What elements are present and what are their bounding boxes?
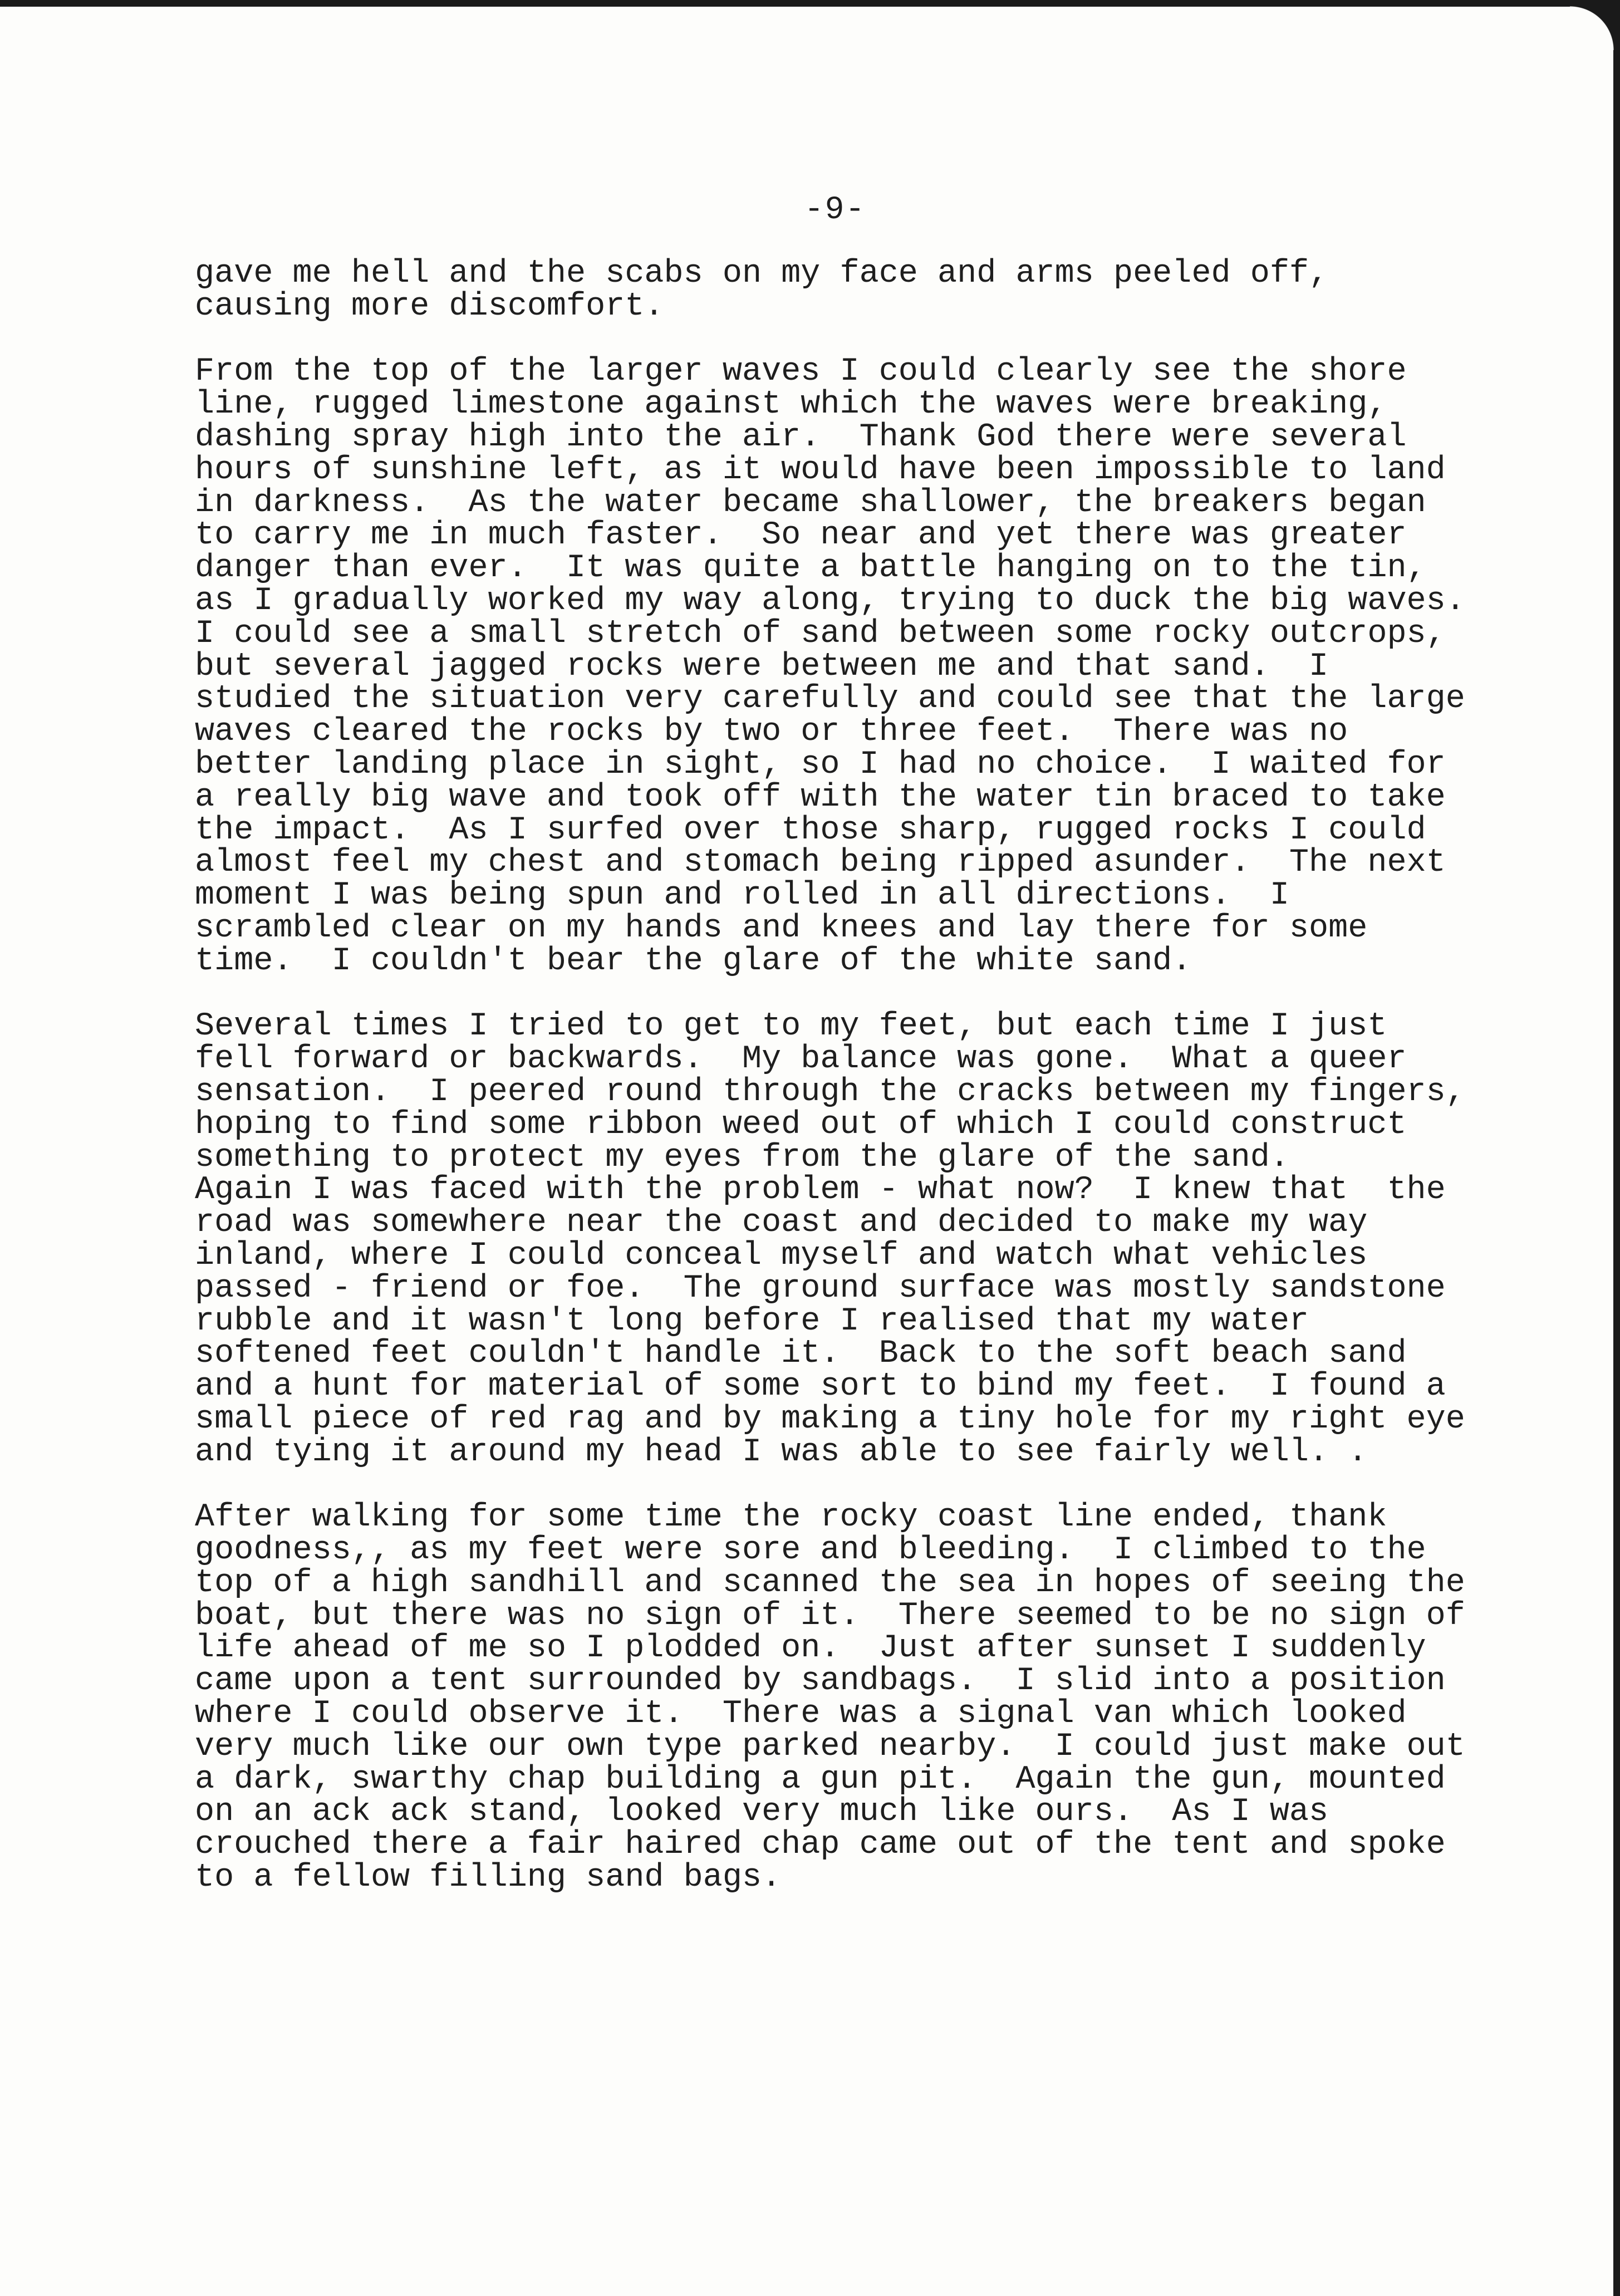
text-line: time. I couldn't bear the glare of the white sand. xyxy=(195,941,1192,979)
text-line: danger than ever. It was quite a battle hanging on to the tin, xyxy=(195,549,1426,587)
paragraph xyxy=(195,352,1531,979)
text-line: causing more discomfort. xyxy=(195,287,664,325)
text-line: on an ack ack stand, looked very much like ours. As I was xyxy=(195,1793,1329,1831)
text-line: goodness,, as my feet were sore and bleeding. I climbed to the xyxy=(195,1531,1426,1569)
text-line: I could see a small stretch of sand between some rocky outcrops, xyxy=(195,614,1446,652)
text-line: passed - friend or foe. The ground surface was mostly sandstone xyxy=(195,1269,1446,1307)
page-number: -9- xyxy=(804,192,866,228)
text-line: small piece of red rag and by making a tiny hole for my right eye xyxy=(195,1400,1465,1438)
text-line: a dark, swarthy chap building a gun pit. Again the gun, mounted xyxy=(195,1760,1446,1798)
text-line: almost feel my chest and stomach being ripped asunder. The next xyxy=(195,843,1446,881)
text-line: very much like our own type parked nearby. I could just make out xyxy=(195,1727,1465,1765)
text-line: After walking for some time the rocky coast line ended, thank xyxy=(195,1498,1387,1536)
text-line: softened feet couldn't handle it. Back to the soft beach sand xyxy=(195,1335,1407,1372)
text-line: as I gradually worked my way along, trying to duck the big waves. xyxy=(195,581,1465,619)
text-line: rubble and it wasn't long before I realised that my water xyxy=(195,1302,1309,1340)
text-line: to a fellow filling sand bags. xyxy=(195,1858,782,1896)
text-line: From the top of the larger waves I could clearly see the shore xyxy=(195,352,1407,390)
text-line: to carry me in much faster. So near and yet there was greater xyxy=(195,516,1407,554)
text-line: fell forward or backwards. My balance was gone. What a queer xyxy=(195,1040,1407,1078)
text-line: sensation. I peered round through the cracks between my fingers, xyxy=(195,1072,1465,1110)
text-line: studied the situation very carefully and could see that the large xyxy=(195,680,1465,718)
text-line: hours of sunshine left, as it would have been impossible to land xyxy=(195,450,1446,488)
body-text xyxy=(195,254,1531,1927)
text-line: crouched there a fair haired chap came out of the tent and spoke xyxy=(195,1826,1446,1863)
text-line: waves cleared the rocks by two or three feet. There was no xyxy=(195,713,1348,750)
text-line: life ahead of me so I plodded on. Just after sunset I suddenly xyxy=(195,1629,1426,1667)
text-line: dashing spray high into the air. Thank God there were several xyxy=(195,418,1407,455)
paragraph xyxy=(195,1498,1531,1896)
paragraph xyxy=(195,1007,1531,1470)
text-line: better landing place in sight, so I had no choice. I waited for xyxy=(195,745,1446,783)
text-line: gave me hell and the scabs on my face and arms peeled off, xyxy=(195,254,1329,292)
text-line: line, rugged limestone against which the waves were breaking, xyxy=(195,385,1387,423)
text-line: in darkness. As the water became shallower, the breakers began xyxy=(195,483,1426,521)
text-line: the impact. As I surfed over those sharp, rugged rocks I could xyxy=(195,811,1426,848)
page-corner xyxy=(1570,0,1620,50)
text-line: Several times I tried to get to my feet, but each time I just xyxy=(195,1007,1387,1045)
text-line: where I could observe it. There was a signal van which looked xyxy=(195,1695,1407,1733)
text-line: top of a high sandhill and scanned the sea in hopes of seeing the xyxy=(195,1563,1465,1601)
text-line: and a hunt for material of some sort to bind my feet. I found a xyxy=(195,1367,1446,1405)
text-line: road was somewhere near the coast and decided to make my way xyxy=(195,1204,1368,1242)
scan-border-right xyxy=(1613,0,1620,2296)
text-line: scrambled clear on my hands and knees and lay there for some xyxy=(195,909,1368,946)
text-line: moment I was being spun and rolled in all directions. I xyxy=(195,876,1289,914)
text-line: and tying it around my head I was able to see fairly well. . xyxy=(195,1432,1368,1470)
scan-border-top xyxy=(0,0,1620,7)
text-line: boat, but there was no sign of it. There seemed to be no sign of xyxy=(195,1596,1465,1634)
text-line: hoping to find some ribbon weed out of which I could construct xyxy=(195,1105,1407,1143)
text-line: but several jagged rocks were between me and that sand. I xyxy=(195,647,1329,685)
text-line: something to protect my eyes from the glare of the sand. xyxy=(195,1138,1289,1176)
text-line: Again I was faced with the problem - what now? I knew that the xyxy=(195,1171,1446,1209)
paragraph xyxy=(195,254,1531,325)
text-line: a really big wave and took off with the water tin braced to take xyxy=(195,778,1446,816)
text-line: came upon a tent surrounded by sandbags. I slid into a position xyxy=(195,1662,1446,1700)
text-line: inland, where I could conceal myself and watch what vehicles xyxy=(195,1236,1368,1274)
